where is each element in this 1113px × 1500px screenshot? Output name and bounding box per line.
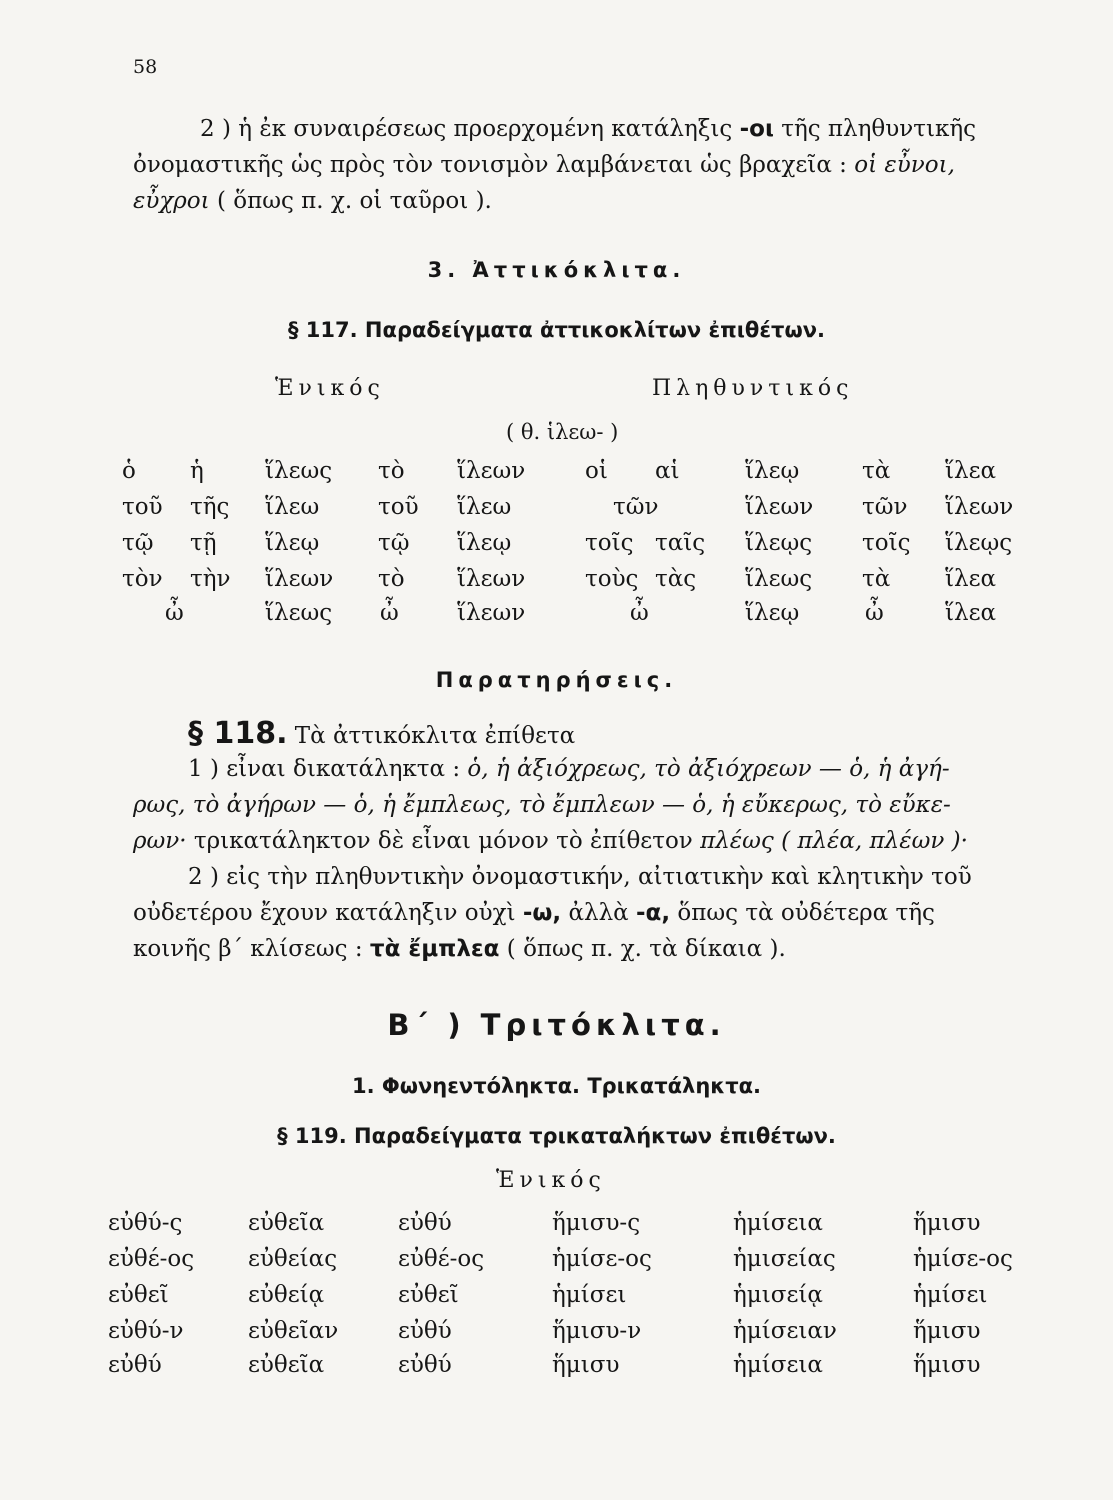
attic-table-cell: τὸ <box>378 458 405 484</box>
third-table-cell: ἡμίσε-ος <box>913 1246 1013 1272</box>
attic-table-cell: ἵλεως <box>265 600 333 626</box>
section-heading-notes: Παρατηρήσεις. <box>435 668 678 692</box>
attic-table-cell: ἵλεων <box>745 494 814 520</box>
para1-line2 <box>133 148 955 183</box>
ending-omega: -ω, <box>522 900 562 926</box>
attic-table-cell: ἵλεω <box>457 494 512 520</box>
third-table-cell: εὐθέ-ος <box>398 1246 485 1272</box>
third-table-cell: εὐθείᾳ <box>248 1282 325 1308</box>
plural-label: Πληθυντικός <box>652 376 854 401</box>
section-heading-119: § 119. Παραδείγματα τρικαταλήκτων ἐπιθέτων. <box>277 1124 836 1148</box>
attic-table-cell: οἱ <box>585 458 608 484</box>
para1-line3 <box>133 184 492 219</box>
attic-table-cell: τῶν <box>862 494 908 520</box>
attic-table-cell: ἵλεῳ <box>265 530 320 556</box>
attic-table-cell: ὦ <box>380 600 399 626</box>
third-table-cell: εὐθεῖαν <box>248 1318 339 1344</box>
third-table-cell: εὐθείας <box>248 1246 338 1272</box>
attic-table-cell: ὦ <box>630 600 649 626</box>
attic-table-cell: τὰς <box>655 566 697 592</box>
sec118-text: ἀλλὰ <box>561 900 637 926</box>
third-table-cell: ἡμίσεια <box>733 1352 823 1378</box>
example-emplea: τὰ ἔμπλεα <box>369 936 500 962</box>
attic-table-cell: τῶν <box>613 494 659 520</box>
singular-label-119: Ἑνικός <box>496 1168 606 1193</box>
para1-text: ( ὅπως π. χ. οἱ ταῦροι ). <box>209 188 492 214</box>
attic-table-cell: τῷ <box>122 530 154 556</box>
sec118-text: 1 ) εἶναι δικατάληκτα : <box>188 756 468 782</box>
third-table-cell: ἥμισυ <box>913 1318 981 1344</box>
third-table-cell: εὐθεῖ <box>108 1282 169 1308</box>
section-heading-third-declension: Β΄ ) Τριτόκλιτα. <box>387 1008 726 1042</box>
sec118-text: ὅπως τὰ οὐδέτερα τῆς <box>670 900 935 926</box>
attic-table-cell: τῷ <box>378 530 410 556</box>
sec118-text: Τὰ ἀττικόκλιτα ἐπίθετα <box>287 723 576 749</box>
attic-table-cell: ἵλεων <box>265 566 334 592</box>
attic-table-cell: ἵλεα <box>945 458 997 484</box>
third-table-cell: εὐθεῖ <box>398 1282 459 1308</box>
sec118-line6 <box>133 932 786 967</box>
attic-table-cell: ἵλεῳ <box>745 458 800 484</box>
sec118-examples: ρων· <box>133 828 187 854</box>
third-table-cell: ἡμίσειαν <box>733 1318 837 1344</box>
attic-table-cell: τοῖς <box>862 530 911 556</box>
third-table-cell: ἥμισυ-ν <box>552 1318 642 1344</box>
third-table-cell: εὐθύ <box>398 1352 452 1378</box>
attic-table-cell: τῇ <box>190 530 217 556</box>
attic-table-cell: αἱ <box>655 458 680 484</box>
attic-table-cell: τὰ <box>862 458 891 484</box>
attic-table-cell: ὁ <box>122 458 136 484</box>
attic-table-cell: ἵλεῳς <box>945 530 1013 556</box>
sec118-text: τρικατάληκτον δὲ εἶναι μόνον τὸ ἐπίθετον <box>186 828 701 854</box>
sec118-line5 <box>133 896 935 931</box>
attic-table-cell: ταῖς <box>655 530 706 556</box>
para1-text: ὀνομαστικῆς ὡς πρὸς τὸν τονισμὸν λαμβάνεται ὡς βραχεῖα : <box>133 152 855 178</box>
attic-table-cell: ἵλεα <box>945 566 997 592</box>
third-table-cell: ἡμισείας <box>733 1246 836 1272</box>
sec118-line4: 2 ) εἰς τὴν πληθυντικὴν ὀνομαστικήν, αἰτιατικὴν καὶ κλητικὴν τοῦ <box>188 864 972 890</box>
attic-table-cell: ἵλεων <box>945 494 1014 520</box>
attic-table-cell: ἵλεῳ <box>457 530 512 556</box>
attic-table-cell: ἵλεων <box>457 600 526 626</box>
third-table-cell: εὐθέ-ος <box>108 1246 195 1272</box>
third-table-cell: ἡμίσει <box>913 1282 988 1308</box>
ending-alpha: -α, <box>636 900 671 926</box>
third-table-cell: ἥμισυ <box>913 1352 981 1378</box>
section-heading-attic: 3. Ἀττικόκλιτα. <box>427 258 686 282</box>
attic-table-cell: ἵλεῳς <box>745 530 813 556</box>
third-table-cell: εὐθύ-ν <box>108 1318 184 1344</box>
para1-text: 2 ) ἡ ἐκ συναιρέσεως προερχομένη κατάληξις <box>200 116 740 142</box>
attic-table-cell: τοῖς <box>585 530 634 556</box>
third-table-cell: εὐθύ <box>398 1210 452 1236</box>
sec118-examples: ὁ, ἡ ἀξιόχρεως, τὸ ἀξιόχρεων — ὁ, ἡ ἀγή- <box>467 756 950 782</box>
third-table-cell: ἥμισυ <box>552 1352 620 1378</box>
attic-table-cell: ὦ <box>865 600 884 626</box>
sec118-line2: ρως, τὸ ἀγήρων — ὁ, ἡ ἔμπλεως, τὸ ἔμπλεων — ὁ, ἡ εὔκερως, τὸ εὔκε- <box>133 792 951 818</box>
attic-table-cell: τὴν <box>190 566 231 592</box>
attic-table-cell: τοῦ <box>378 494 419 520</box>
section-heading-vowel-stems: 1. Φωνηεντόληκτα. Τρικατάληκτα. <box>351 1074 762 1098</box>
attic-table-cell: τὸ <box>378 566 405 592</box>
sec118-text: οὐδετέρου ἔχουν κατάληξιν οὐχὶ <box>133 900 523 926</box>
attic-table-cell: ἡ <box>190 458 204 484</box>
third-table-cell: ἡμίσει <box>552 1282 627 1308</box>
singular-label: Ἑνικός <box>275 376 385 401</box>
third-table-cell: εὐθύ <box>398 1318 452 1344</box>
third-table-cell: ἡμίσε-ος <box>552 1246 652 1272</box>
attic-table-cell: τοῦ <box>122 494 163 520</box>
attic-table-cell: ὦ <box>165 600 184 626</box>
sec118-text: ( ὅπως π. χ. τὰ δίκαια ). <box>499 936 786 962</box>
third-table-cell: εὐθεῖα <box>248 1352 325 1378</box>
third-table-cell: ἡμίσεια <box>733 1210 823 1236</box>
attic-table-cell: ἵλεα <box>945 600 997 626</box>
attic-table-cell: ἵλεων <box>457 566 526 592</box>
para1-text: τῆς πληθυντικῆς <box>773 116 976 142</box>
attic-table-cell: ἵλεῳ <box>745 600 800 626</box>
attic-table-cell: ἵλεω <box>265 494 320 520</box>
ending-oi: -οι <box>739 116 774 142</box>
section-number-118: § 118. <box>188 716 288 751</box>
sec118-examples: πλέως ( πλέα, πλέων )· <box>700 828 968 854</box>
attic-table-cell: τὸν <box>122 566 163 592</box>
attic-table-cell: τὰ <box>862 566 891 592</box>
theme-note: ( θ. ἱλεω- ) <box>506 420 619 444</box>
page-number: 58 <box>133 56 158 78</box>
attic-table-cell: ἵλεων <box>457 458 526 484</box>
attic-table-cell: τοὺς <box>585 566 639 592</box>
sec118-text: κοινῆς β΄ κλίσεως : <box>133 936 370 962</box>
third-table-cell: εὐθεῖα <box>248 1210 325 1236</box>
attic-table-cell: ἵλεως <box>745 566 813 592</box>
third-table-cell: ἥμισυ-ς <box>552 1210 641 1236</box>
sec118-line0 <box>188 716 575 754</box>
para1-line1 <box>200 112 976 147</box>
third-table-cell: ἥμισυ <box>913 1210 981 1236</box>
sec118-line3 <box>133 824 968 859</box>
third-table-cell: εὐθύ <box>108 1352 162 1378</box>
third-table-cell: ἡμισείᾳ <box>733 1282 823 1308</box>
attic-table-cell: ἵλεως <box>265 458 333 484</box>
section-heading-117: § 117. Παραδείγματα ἀττικοκλίτων ἐπιθέτων. <box>288 318 825 342</box>
example-eunoi: οἱ εὖνοι, <box>854 152 955 178</box>
third-table-cell: εὐθύ-ς <box>108 1210 183 1236</box>
sec118-line1 <box>188 752 950 787</box>
attic-table-cell: τῆς <box>190 494 230 520</box>
example-euchroi: εὖχροι <box>133 188 210 214</box>
